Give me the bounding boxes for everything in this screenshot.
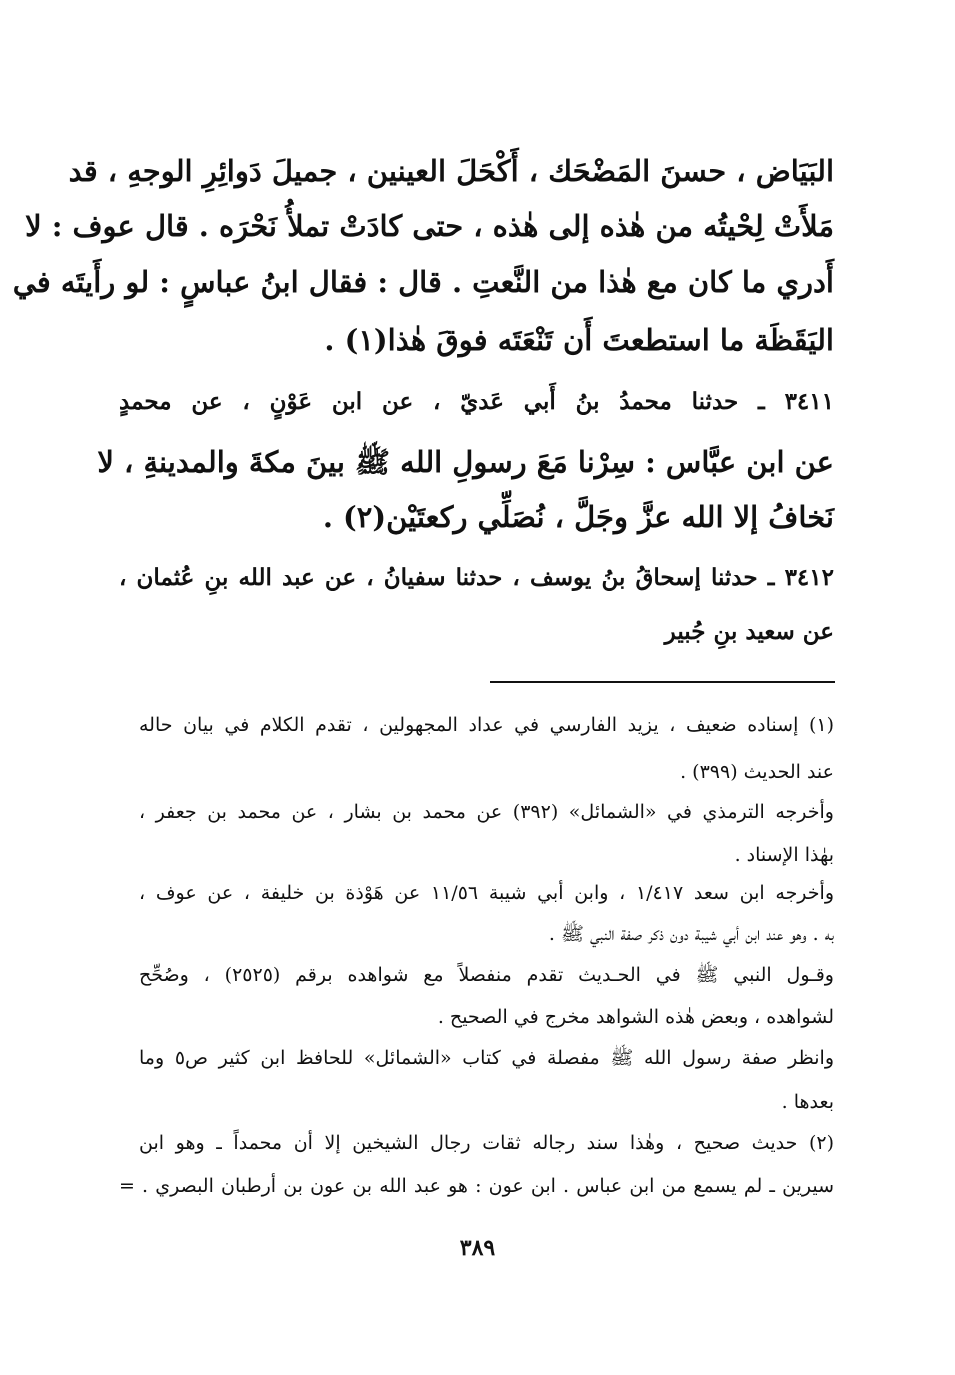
footnote-line: وأخرجه الترمذي في «الشمائل» (٣٩٢) عن محمد بن بشار ، عن محمد بن جعفر ، xyxy=(139,801,834,823)
hadith-3411-isnad: ٣٤١١ ـ حدثنا محمدُ بنُ أَبي عَديّ ، عن ابن عَوْنٍ ، عن محمدٍ xyxy=(119,388,834,415)
hadith-3411-matn-line: نَخافُ إلا الله عزَّ وجَلَّ ، نُصَلِّي ركعتَيْن(٢) . xyxy=(322,500,834,534)
hadith-3412-isnad-line: عن سعيد بنِ جُبير xyxy=(664,618,834,645)
main-text-line: اليَقَظَة ما استطعتَ أَن تَنْعَتَه فوقَ هٰذا(١) . xyxy=(324,323,834,357)
footnote-line: بعدها . xyxy=(781,1091,834,1113)
footnote-line: وقـول النبي ﷺ في الحـديث تقدم منفصلاً مع شواهده برقم (٢٥٢٥) ، وصُحِّح xyxy=(139,964,834,986)
hadith-3411-matn-line: عن ابن عبَّاس : سِرْنا مَعَ رسولِ الله ﷺ بينَ مكةَ والمدينةِ ، لا xyxy=(97,445,834,479)
footnote-line: وانظر صفة رسول الله ﷺ مفصلة في كتاب «الشمائل» للحافظ ابن كثير ص٥ وما xyxy=(139,1047,834,1069)
footnote-line: (٢) حديث صحيح ، وهٰذا سند رجاله ثقات رجال الشيخين إلا أن محمداً ـ وهو ابن xyxy=(139,1132,834,1154)
main-text-line: مَلأَتْ لِحْيتُه من هٰذه إلى هٰذه ، حتى كادَتْ تملأُ نَحْرَه . قال عوف : لا xyxy=(25,209,834,243)
main-text-line: البَيَاض ، حسنَ المَضْحَك ، أَكْحَلَ العينين ، جميلَ دَوائِرِ الوجهِ ، قد xyxy=(68,154,834,188)
footnote-separator xyxy=(490,681,835,683)
main-text-line: أَدري ما كان مع هٰذا من النَّعتِ . قال : فقال ابنُ عباسٍ : لو رأَيتَه في xyxy=(12,265,834,299)
hadith-3412-isnad-line: ٣٤١٢ ـ حدثنا إسحاقُ بنُ يوسف ، حدثنا سفيانُ ، عن عبد الله بنِ عُثمان ، xyxy=(119,564,834,591)
footnote-line: لشواهده ، وبعض هٰذه الشواهد مخرج في الصحيح . xyxy=(437,1006,834,1028)
footnote-line: سيرين ـ لم يسمع من ابن عباس . ابن عون : هو عبد الله بن عون بن أرطبان البصري . = xyxy=(119,1175,834,1197)
footnote-line: (١) إسناده ضعيف ، يزيد الفارسي في عداد المجهولين ، تقدم الكلام في بيان حاله xyxy=(139,714,834,736)
footnote-line: بهٰذا الإسناد . xyxy=(734,844,834,866)
footnote-line: به . وهو عند ابن أبي شيبة دون ذكر صفة النبي ﷺ . xyxy=(548,923,834,945)
page-number: ٣٨٩ xyxy=(459,1235,496,1261)
footnote-line: وأخرجه ابن سعد ١/٤١٧ ، وابن أبي شيبة ١١/٥٦ عن هَوْذة بن خليفة ، عن عوف ، xyxy=(139,882,834,904)
footnote-line: عند الحديث (٣٩٩) . xyxy=(680,761,834,783)
